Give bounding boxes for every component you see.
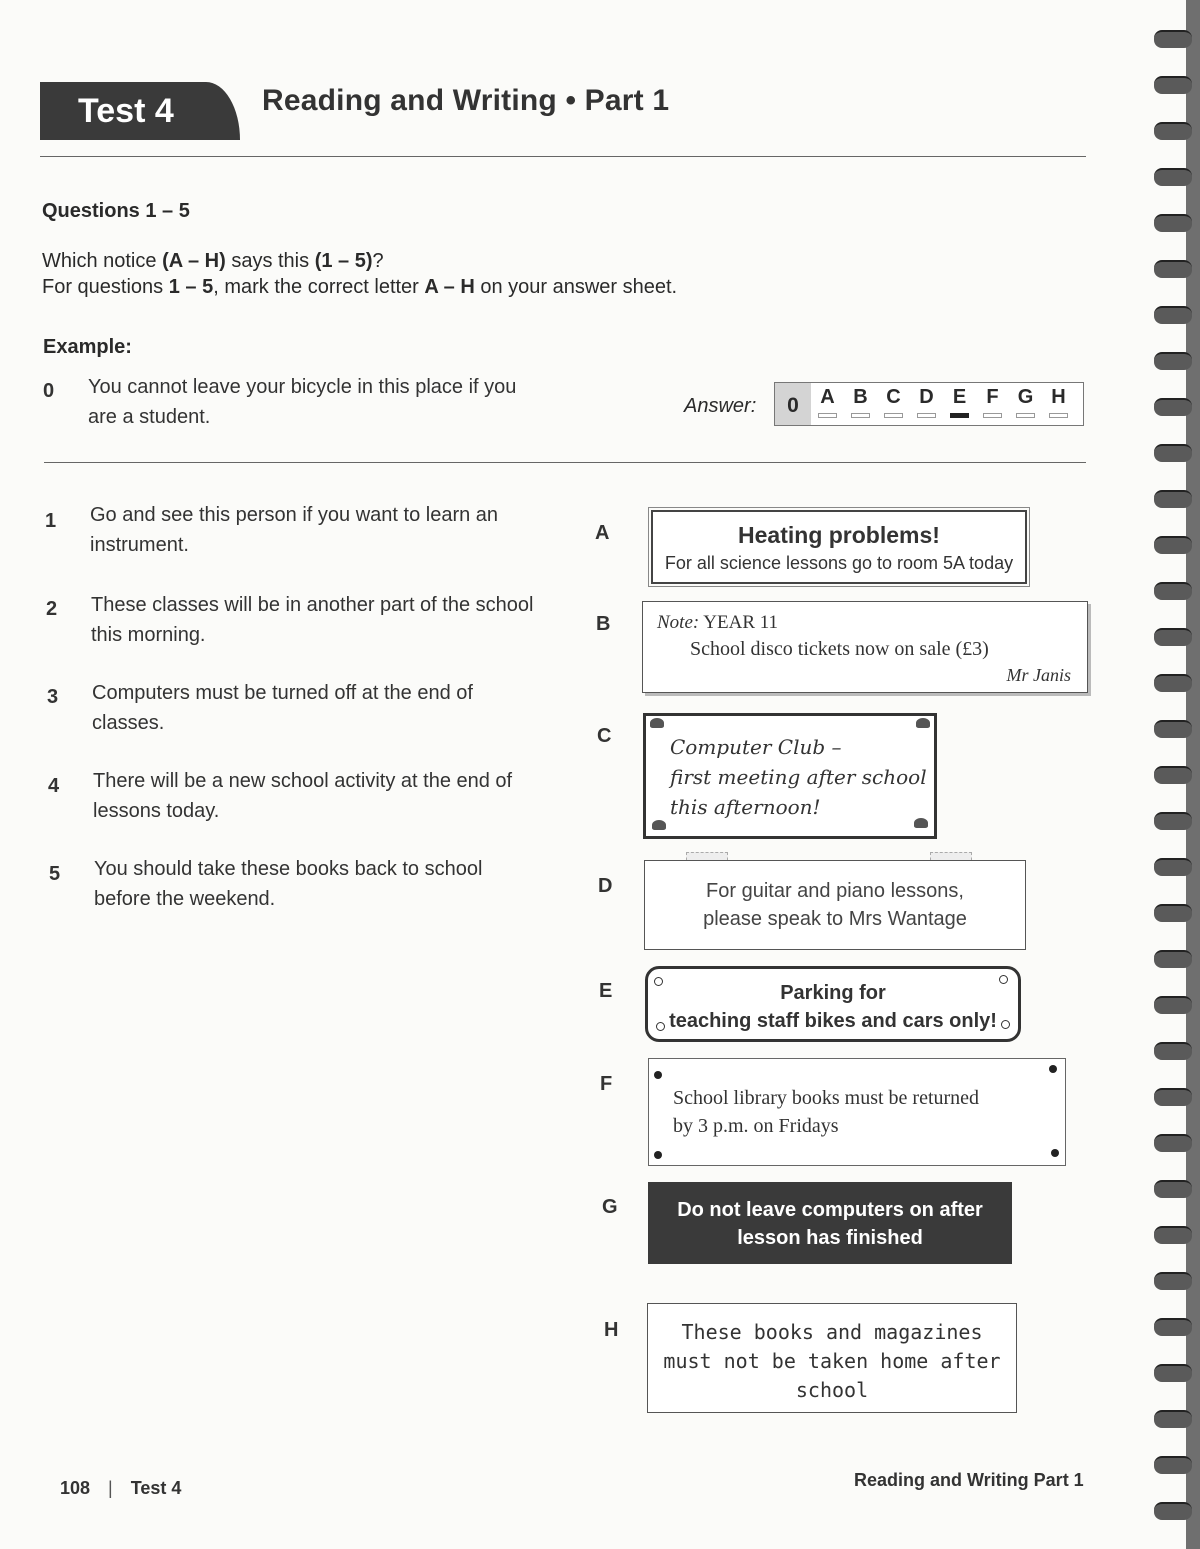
page-number: 108: [60, 1478, 91, 1498]
pin-icon: [916, 718, 930, 728]
answer-mark: [983, 413, 1002, 418]
binding-coil: [1154, 812, 1192, 830]
notice-f-line-2: by 3 p.m. on Fridays: [673, 1115, 839, 1137]
screw-icon: [656, 1022, 665, 1031]
notice-h-line-2: must not be taken home after: [663, 1349, 1001, 1373]
binding-coil: [1154, 720, 1192, 738]
answer-grid: [774, 382, 1084, 426]
notice-f-line-1: School library books must be returned: [673, 1087, 980, 1109]
binding-coil: [1154, 168, 1192, 186]
binding-coil: [1154, 490, 1192, 508]
notice-d-line-2: please speak to Mrs Wantage: [703, 908, 967, 930]
rivet-icon: [654, 1151, 662, 1159]
instruction-line-1: Which notice (A – H) says this (1 – 5)?: [42, 250, 384, 272]
notice-letter-a: A: [595, 522, 610, 544]
footer-separator: |: [108, 1478, 113, 1498]
example-label: Example:: [43, 336, 132, 358]
binding-coil: [1154, 628, 1192, 646]
notice-letter-d: D: [598, 875, 613, 897]
answer-mark: [1049, 413, 1068, 418]
binding-coil: [1154, 766, 1192, 784]
binding-coil: [1154, 1318, 1192, 1336]
example-divider: [44, 462, 1086, 463]
question-text: You should take these books back to school before the weekend.: [94, 858, 483, 910]
answer-number: 0: [775, 383, 811, 425]
notice-d: [644, 860, 1026, 950]
binding-coil: [1154, 444, 1192, 462]
example-question: You cannot leave your bicycle in this place if you are a student.: [88, 376, 517, 428]
notice-h-line-1: These books and magazines: [681, 1320, 983, 1344]
binding-coil: [1154, 214, 1192, 232]
notice-f: [648, 1058, 1066, 1166]
header-divider: [40, 156, 1086, 157]
notice-c-line-3: this afternoon!: [670, 795, 821, 819]
notice-c: [643, 713, 937, 839]
notice-b: [642, 601, 1088, 693]
notice-c-line-2: first meeting after school: [670, 765, 927, 789]
notice-b-signature: Mr Janis: [1006, 665, 1071, 685]
binding-coil: [1154, 398, 1192, 416]
answer-mark: [818, 413, 837, 418]
binding-coil: [1154, 1134, 1192, 1152]
question-number: 3: [47, 686, 59, 708]
question-text: Computers must be turned off at the end of classes.: [92, 682, 473, 734]
screw-icon: [654, 977, 663, 986]
binding-coil: [1154, 858, 1192, 876]
rivet-icon: [1049, 1065, 1057, 1073]
notice-e-line-2: teaching staff bikes and cars only!: [669, 1010, 997, 1032]
binding-coil: [1154, 1042, 1192, 1060]
binding-coil: [1154, 996, 1192, 1014]
binding-coil: [1154, 1364, 1192, 1382]
binding-coil: [1154, 1456, 1192, 1474]
example-number: 0: [43, 380, 55, 402]
pin-icon: [650, 718, 664, 728]
notice-h: [647, 1303, 1017, 1413]
notice-b-heading: Note: YEAR 11: [657, 612, 779, 633]
question-text: These classes will be in another part of the school this morning.: [91, 594, 534, 646]
notice-letter-g: G: [602, 1196, 618, 1218]
binding-coil: [1154, 1180, 1192, 1198]
footer-page-info: [60, 1478, 181, 1499]
binding-coil: [1154, 1502, 1192, 1520]
pin-icon: [652, 820, 666, 830]
answer-option-g: G: [1009, 383, 1042, 423]
screw-icon: [1001, 1020, 1010, 1029]
binding-coil: [1154, 30, 1192, 48]
answer-option-b: B: [844, 383, 877, 423]
question-number: 4: [48, 775, 60, 797]
binding-coil: [1154, 1410, 1192, 1428]
test-number-tab: Test 4: [40, 82, 240, 140]
notice-e: [645, 966, 1021, 1042]
answer-option-e: E: [943, 383, 976, 423]
notice-letter-b: B: [596, 613, 611, 635]
answer-option-d: D: [910, 383, 943, 423]
answer-option-h: H: [1042, 383, 1075, 423]
binding-coil: [1154, 76, 1192, 94]
binding-coil: [1154, 1226, 1192, 1244]
notice-b-text: School disco tickets now on sale (£3): [690, 638, 989, 660]
answer-mark: [851, 413, 870, 418]
footer-section-title: Reading and Writing Part 1: [854, 1470, 1084, 1490]
binding-coil: [1154, 950, 1192, 968]
binding-coil: [1154, 674, 1192, 692]
answer-mark: [1016, 413, 1035, 418]
rivet-icon: [1051, 1149, 1059, 1157]
footer-test: Test 4: [130, 1478, 182, 1498]
answer-option-c: C: [877, 383, 910, 423]
notice-h-line-3: school: [795, 1378, 869, 1402]
questions-heading: Questions 1 – 5: [42, 200, 190, 222]
notice-a: [651, 510, 1027, 584]
answer-mark: [884, 413, 903, 418]
answer-option-a: A: [811, 383, 844, 423]
binding-coil: [1154, 904, 1192, 922]
question-number: 1: [45, 510, 57, 532]
notice-a-text: For all science lessons go to room 5A today: [664, 553, 1014, 573]
question-number: 5: [49, 863, 61, 885]
screw-icon: [999, 975, 1008, 984]
notice-a-headline: Heating problems!: [738, 522, 940, 548]
notice-c-line-1: Computer Club –: [670, 735, 842, 759]
instruction-line-2: For questions 1 – 5, mark the correct letter A – H on your answer sheet.: [42, 276, 678, 298]
notice-d-line-1: For guitar and piano lessons,: [706, 880, 964, 902]
answer-mark-selected: [950, 413, 969, 418]
notice-g: [648, 1182, 1012, 1264]
notice-letter-h: H: [604, 1319, 619, 1341]
answer-mark: [917, 413, 936, 418]
notice-letter-f: F: [600, 1073, 613, 1095]
answer-option-f: F: [976, 383, 1009, 423]
page-title: Reading and Writing • Part 1: [262, 84, 670, 117]
binding-coil: [1154, 260, 1192, 278]
notice-g-line-1: Do not leave computers on after: [677, 1199, 983, 1221]
binding-coil: [1154, 352, 1192, 370]
notice-letter-e: E: [599, 980, 613, 1002]
question-text: There will be a new school activity at the end of lessons today.: [93, 770, 513, 822]
pin-icon: [914, 818, 928, 828]
notice-g-line-2: lesson has finished: [737, 1227, 923, 1249]
question-number: 2: [46, 598, 58, 620]
binding-coil: [1154, 582, 1192, 600]
answer-label: Answer:: [684, 395, 757, 417]
notice-letter-c: C: [597, 725, 612, 747]
rivet-icon: [654, 1071, 662, 1079]
question-text: Go and see this person if you want to learn an instrument.: [90, 504, 499, 556]
spiral-binding: [1140, 0, 1200, 1549]
binding-coil: [1154, 122, 1192, 140]
binding-coil: [1154, 536, 1192, 554]
binding-coil: [1154, 1272, 1192, 1290]
binding-coil: [1154, 306, 1192, 324]
binding-coil: [1154, 1088, 1192, 1106]
notice-e-line-1: Parking for: [780, 982, 886, 1004]
